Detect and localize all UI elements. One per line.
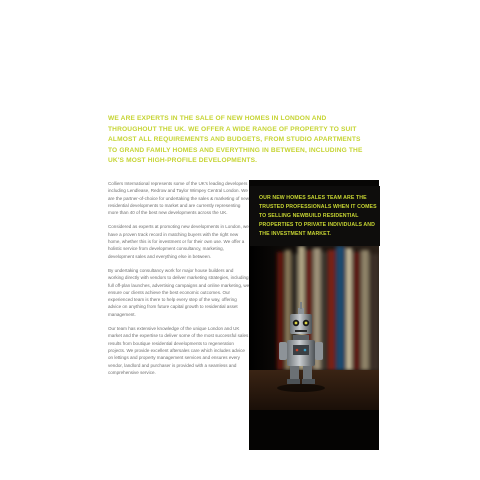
callout-box xyxy=(250,186,380,246)
page-headline: WE ARE EXPERTS IN THE SALE OF NEW HOMES IN LONDON AND THROUGHOUT THE UK. WE OFFER A WIDE RANGE OF PROPERTY TO SUIT ALMOST ALL REQUIREMENTS AND BUDGETS, FROM STUDIO APARTMENTS TO GRAND FAMILY HOMES AND EVERYTHING IN BETWEEN, INCLUDING THE UK'S MOST HIGH-PROFILE DEVELOPMENTS. xyxy=(108,115,363,165)
body-paragraph-4: Our team has extensive knowledge of the unique London and UK market and the expertise to deliver some of the most successful sales results from boutique residential developments to regeneration projects. We provide excellent aftersales care which includes advice on lettings and property management services and ensures every vendor, landlord and purchaser is provided with a seamless and comprehensive service. xyxy=(108,326,249,375)
callout-text: OUR NEW HOMES SALES TEAM ARE THE TRUSTED PROFESSIONALS WHEN IT COMES TO SELLING NEWBUILD RESIDENTIAL PROPERTIES TO PRIVATE INDIVIDUALS AND THE INVESTMENT MARKET. xyxy=(259,195,377,238)
body-text-column xyxy=(108,180,250,383)
body-paragraph-2: Considered as experts at promoting new developments in London, we have a proven track record in matching buyers with the right new home, whether this is for investment or for their own use. We offer a holistic service from development consultancy, marketing, development sales and everything else in between. xyxy=(108,224,249,259)
body-paragraph-3: By undertaking consultancy work for major house builders and working directly with vendors to deliver marketing strategies, including full off-plan launches, advertising campaigns and online marketing, we ensure our clients achieve the best economic outcomes. Our experienced team is there to help every step of the way, offering advice on anything from future capital growth to residential asset management. xyxy=(108,267,250,317)
body-paragraph-1: Colliers International represents some of the UK's leading developers including Lendlease, Redrow and Taylor Wimpey Central London. We are the partner-of-choice for undertaking the sales & marketing of new residential developments to market and are currently representing more than 40 of the best new developments across the UK. xyxy=(108,181,250,216)
